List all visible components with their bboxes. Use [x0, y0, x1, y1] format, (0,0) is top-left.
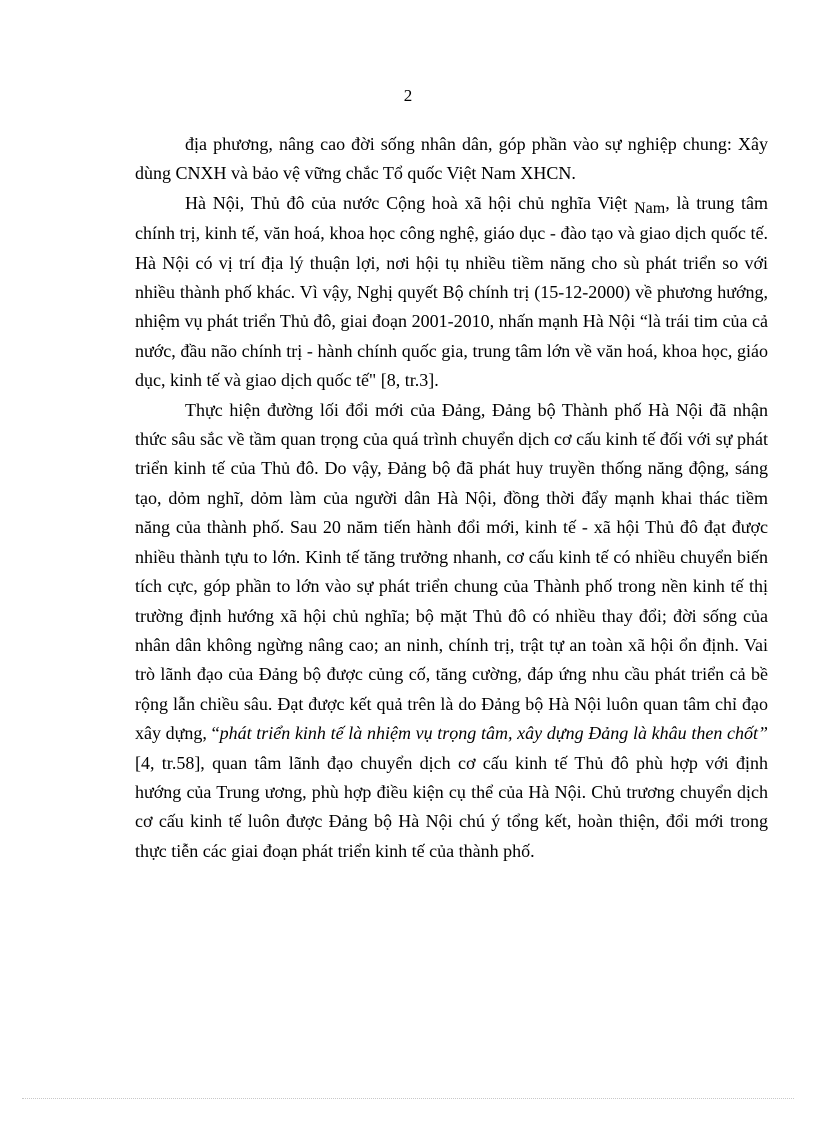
paragraph-2-subscript-word: Nam [634, 199, 666, 217]
paragraph-2-text-end: , là trung tâm chính trị, kinh tế, văn hoá, khoa học công nghệ, giáo dục - đào tạo và giao dịch quốc tế. Hà Nội có vị trí địa lý thuận lợi, nơi hội tụ nhiều tiềm năng cho sù phát triển so với nhiều thành phố khác. Vì vậy, Nghị quyết Bộ chính trị (15-12-2000) về phương hướng, nhiệm vụ phát triển Thủ đô, giai đoạn 2001-2010, nhấn mạnh Hà Nội “là trái tim của cả nước, đầu não chính trị - hành chính quốc gia, trung tâm lớn về văn hoá, khoa học, giáo dục, kinh tế và giao dịch quốc tế" [8, tr.3]. [135, 192, 768, 391]
paragraph-1: địa phương, nâng cao đời sống nhân dân, góp phần vào sự nghiệp chung: Xây dùng CNXH và bảo vệ vững chắc Tổ quốc Việt Nam XHCN. [135, 134, 768, 184]
paragraph-3-text-end: [4, tr.58], quan tâm lãnh đạo chuyển dịch cơ cấu kinh tế Thủ đô phù hợp với định hướng của Trung ương, phù hợp điều kiện cụ thể của Hà Nội. Chủ trương chuyển dịch cơ cấu kinh tế luôn được Đảng bộ Hà Nội chú ý tổng kết, hoàn thiện, đổi mới trong thực tiễn các giai đoạn phát triển kinh tế của thành phố. [135, 752, 768, 861]
document-body [135, 130, 768, 866]
page-bottom-divider [22, 1098, 794, 1099]
paragraph-2-text-start: Hà Nội, Thủ đô của nước Cộng hoà xã hội chủ nghĩa Việt [185, 192, 635, 213]
paragraph-3 [135, 396, 768, 867]
paragraph-2 [135, 189, 768, 396]
paragraph-3-italic-quote: phát triển kinh tế là nhiệm vụ trọng tâm, xây dựng Đảng là khâu then chốt” [219, 723, 768, 744]
page-number: 2 [403, 86, 413, 105]
paragraph-3-text-start: Thực hiện đường lối đổi mới của Đảng, Đảng bộ Thành phố Hà Nội đã nhận thức sâu sắc về tầm quan trọng của quá trình chuyển dịch cơ cấu kinh tế đối với sự phát triển kinh tế của Thủ đô. Do vậy, Đảng bộ đã phát huy truyền thống năng động, sáng tạo, dỏm nghĩ, dỏm làm của người dân Hà Nội, đồng thời đẩy mạnh khai thác tiềm năng của thành phố. Sau 20 năm tiến hành đổi mới, kinh tế - xã hội Thủ đô đạt được nhiều thành tựu to lớn. Kinh tế tăng trưởng nhanh, cơ cấu kinh tế có nhiều chuyển biến tích cực, góp phần to lớn vào sự phát triển chung của Thành phố trong nền kinh tế thị trường định hướng xã hội chủ nghĩa; bộ mặt Thủ đô có nhiều thay đổi; đời sống của nhân dân không ngừng nâng cao; an ninh, chính trị, trật tự an toàn xã hội ổn định. Vai trò lãnh đạo của Đảng bộ được củng cố, tăng cường, đáp ứng nhu cầu phát triển cả bề rộng lẫn chiều sâu. Đạt được kết quả trên là do Đảng bộ Hà Nội luôn quan tâm chỉ đạo xây dựng, “ [135, 399, 768, 744]
